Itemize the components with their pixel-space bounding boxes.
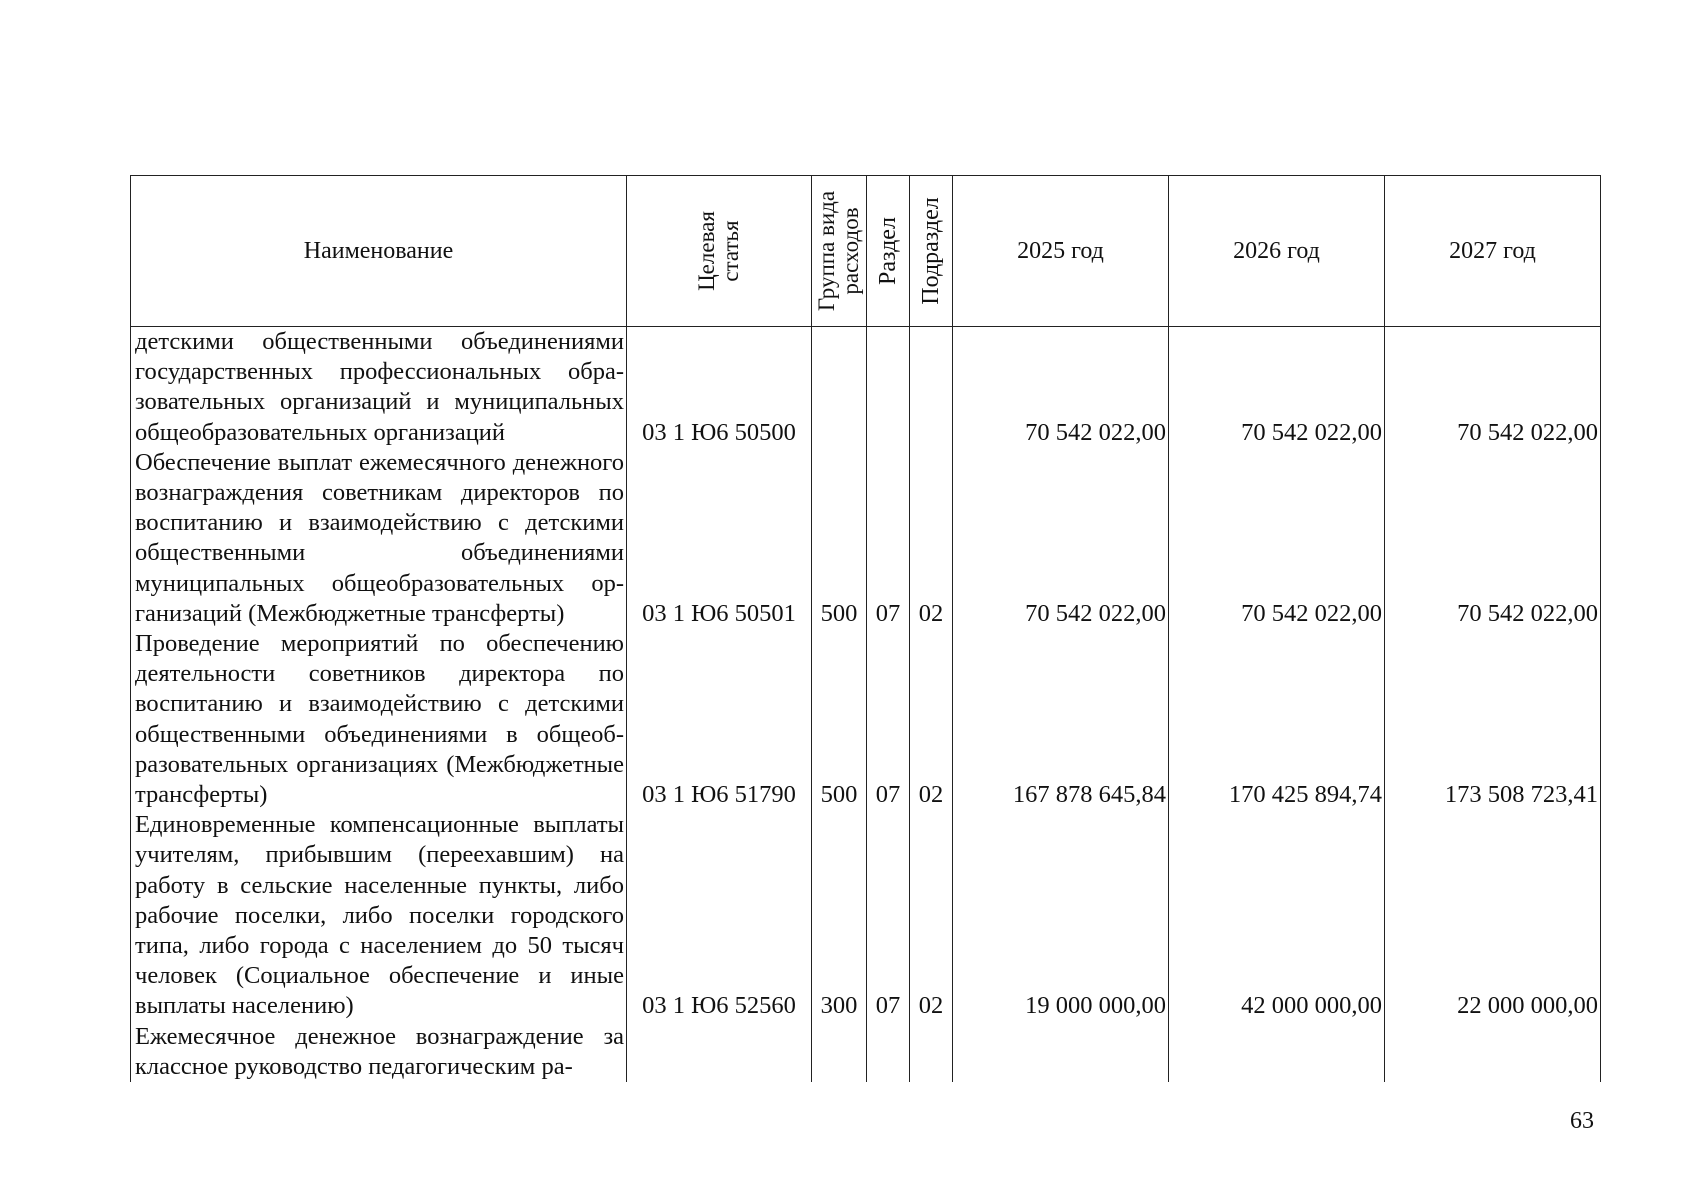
row-2025 [953,1022,1169,1082]
row-name: Проведение мероприятий по обеспечению деятельности советников директора по воспитанию и взаимодействию с детскими общественными объединениями в общеобразовательных организациях (Межбюджетные трансферты) [131,629,627,810]
row-subsection: 02 [910,810,953,1021]
row-2026: 70 542 022,00 [1169,327,1385,448]
table-row [131,1022,1601,1082]
row-group: 300 [812,810,867,1021]
row-code [627,1022,812,1082]
row-2025: 70 542 022,00 [953,327,1169,448]
row-2027: 22 000 000,00 [1385,810,1601,1021]
table-row [131,810,1601,1021]
page-number: 63 [1570,1108,1594,1134]
row-code: 03 1 Ю6 50501 [627,448,812,629]
row-name: Ежемесячное денежное вознаграждение за классное руководство педагогическим ра- [131,1022,627,1082]
table-row [131,327,1601,448]
table-row [131,629,1601,810]
budget-table [130,175,1601,1082]
header-code: Целевая статья [627,176,812,327]
row-name: Обеспечение выплат ежемесячного денежного вознаграждения советникам директоров по воспитанию и взаимодействию с детскими общественными объединениями муниципальных общеобразовательных организаций (Межбюджетные трансферты) [131,448,627,629]
header-2026: 2026 год [1169,176,1385,327]
row-2027: 70 542 022,00 [1385,327,1601,448]
row-subsection: 02 [910,448,953,629]
row-2026 [1169,1022,1385,1082]
row-group [812,1022,867,1082]
row-name: Единовременные компенсационные выплаты учителям, прибывшим (переехавшим) на работу в сельские населенные пункты, либо рабочие поселки, либо поселки городского типа, либо города с населением до 50 тысяч человек (Социальное обеспечение и иные выплаты населению) [131,810,627,1021]
row-code: 03 1 Ю6 51790 [627,629,812,810]
table-header-row [131,176,1601,327]
header-2027: 2027 год [1385,176,1601,327]
header-name: Наименование [131,176,627,327]
row-2026: 170 425 894,74 [1169,629,1385,810]
row-2025: 167 878 645,84 [953,629,1169,810]
table-row [131,448,1601,629]
row-2027: 173 508 723,41 [1385,629,1601,810]
row-section [867,327,910,448]
row-group [812,327,867,448]
row-name: детскими общественными объединениями государственных профессиональных образовательных организаций и муниципальных общеобразовательных организаций [131,327,627,448]
row-code: 03 1 Ю6 52560 [627,810,812,1021]
row-subsection [910,327,953,448]
header-group: Группа вида расходов [812,176,867,327]
row-section: 07 [867,629,910,810]
row-2025: 19 000 000,00 [953,810,1169,1021]
row-2025: 70 542 022,00 [953,448,1169,629]
header-2025: 2025 год [953,176,1169,327]
row-group: 500 [812,629,867,810]
row-subsection: 02 [910,629,953,810]
row-subsection [910,1022,953,1082]
row-section: 07 [867,448,910,629]
row-2026: 42 000 000,00 [1169,810,1385,1021]
row-group: 500 [812,448,867,629]
row-2027 [1385,1022,1601,1082]
row-2026: 70 542 022,00 [1169,448,1385,629]
header-subsection: Подраздел [910,176,953,327]
row-2027: 70 542 022,00 [1385,448,1601,629]
header-section: Раздел [867,176,910,327]
row-code: 03 1 Ю6 50500 [627,327,812,448]
row-section: 07 [867,810,910,1021]
row-section [867,1022,910,1082]
